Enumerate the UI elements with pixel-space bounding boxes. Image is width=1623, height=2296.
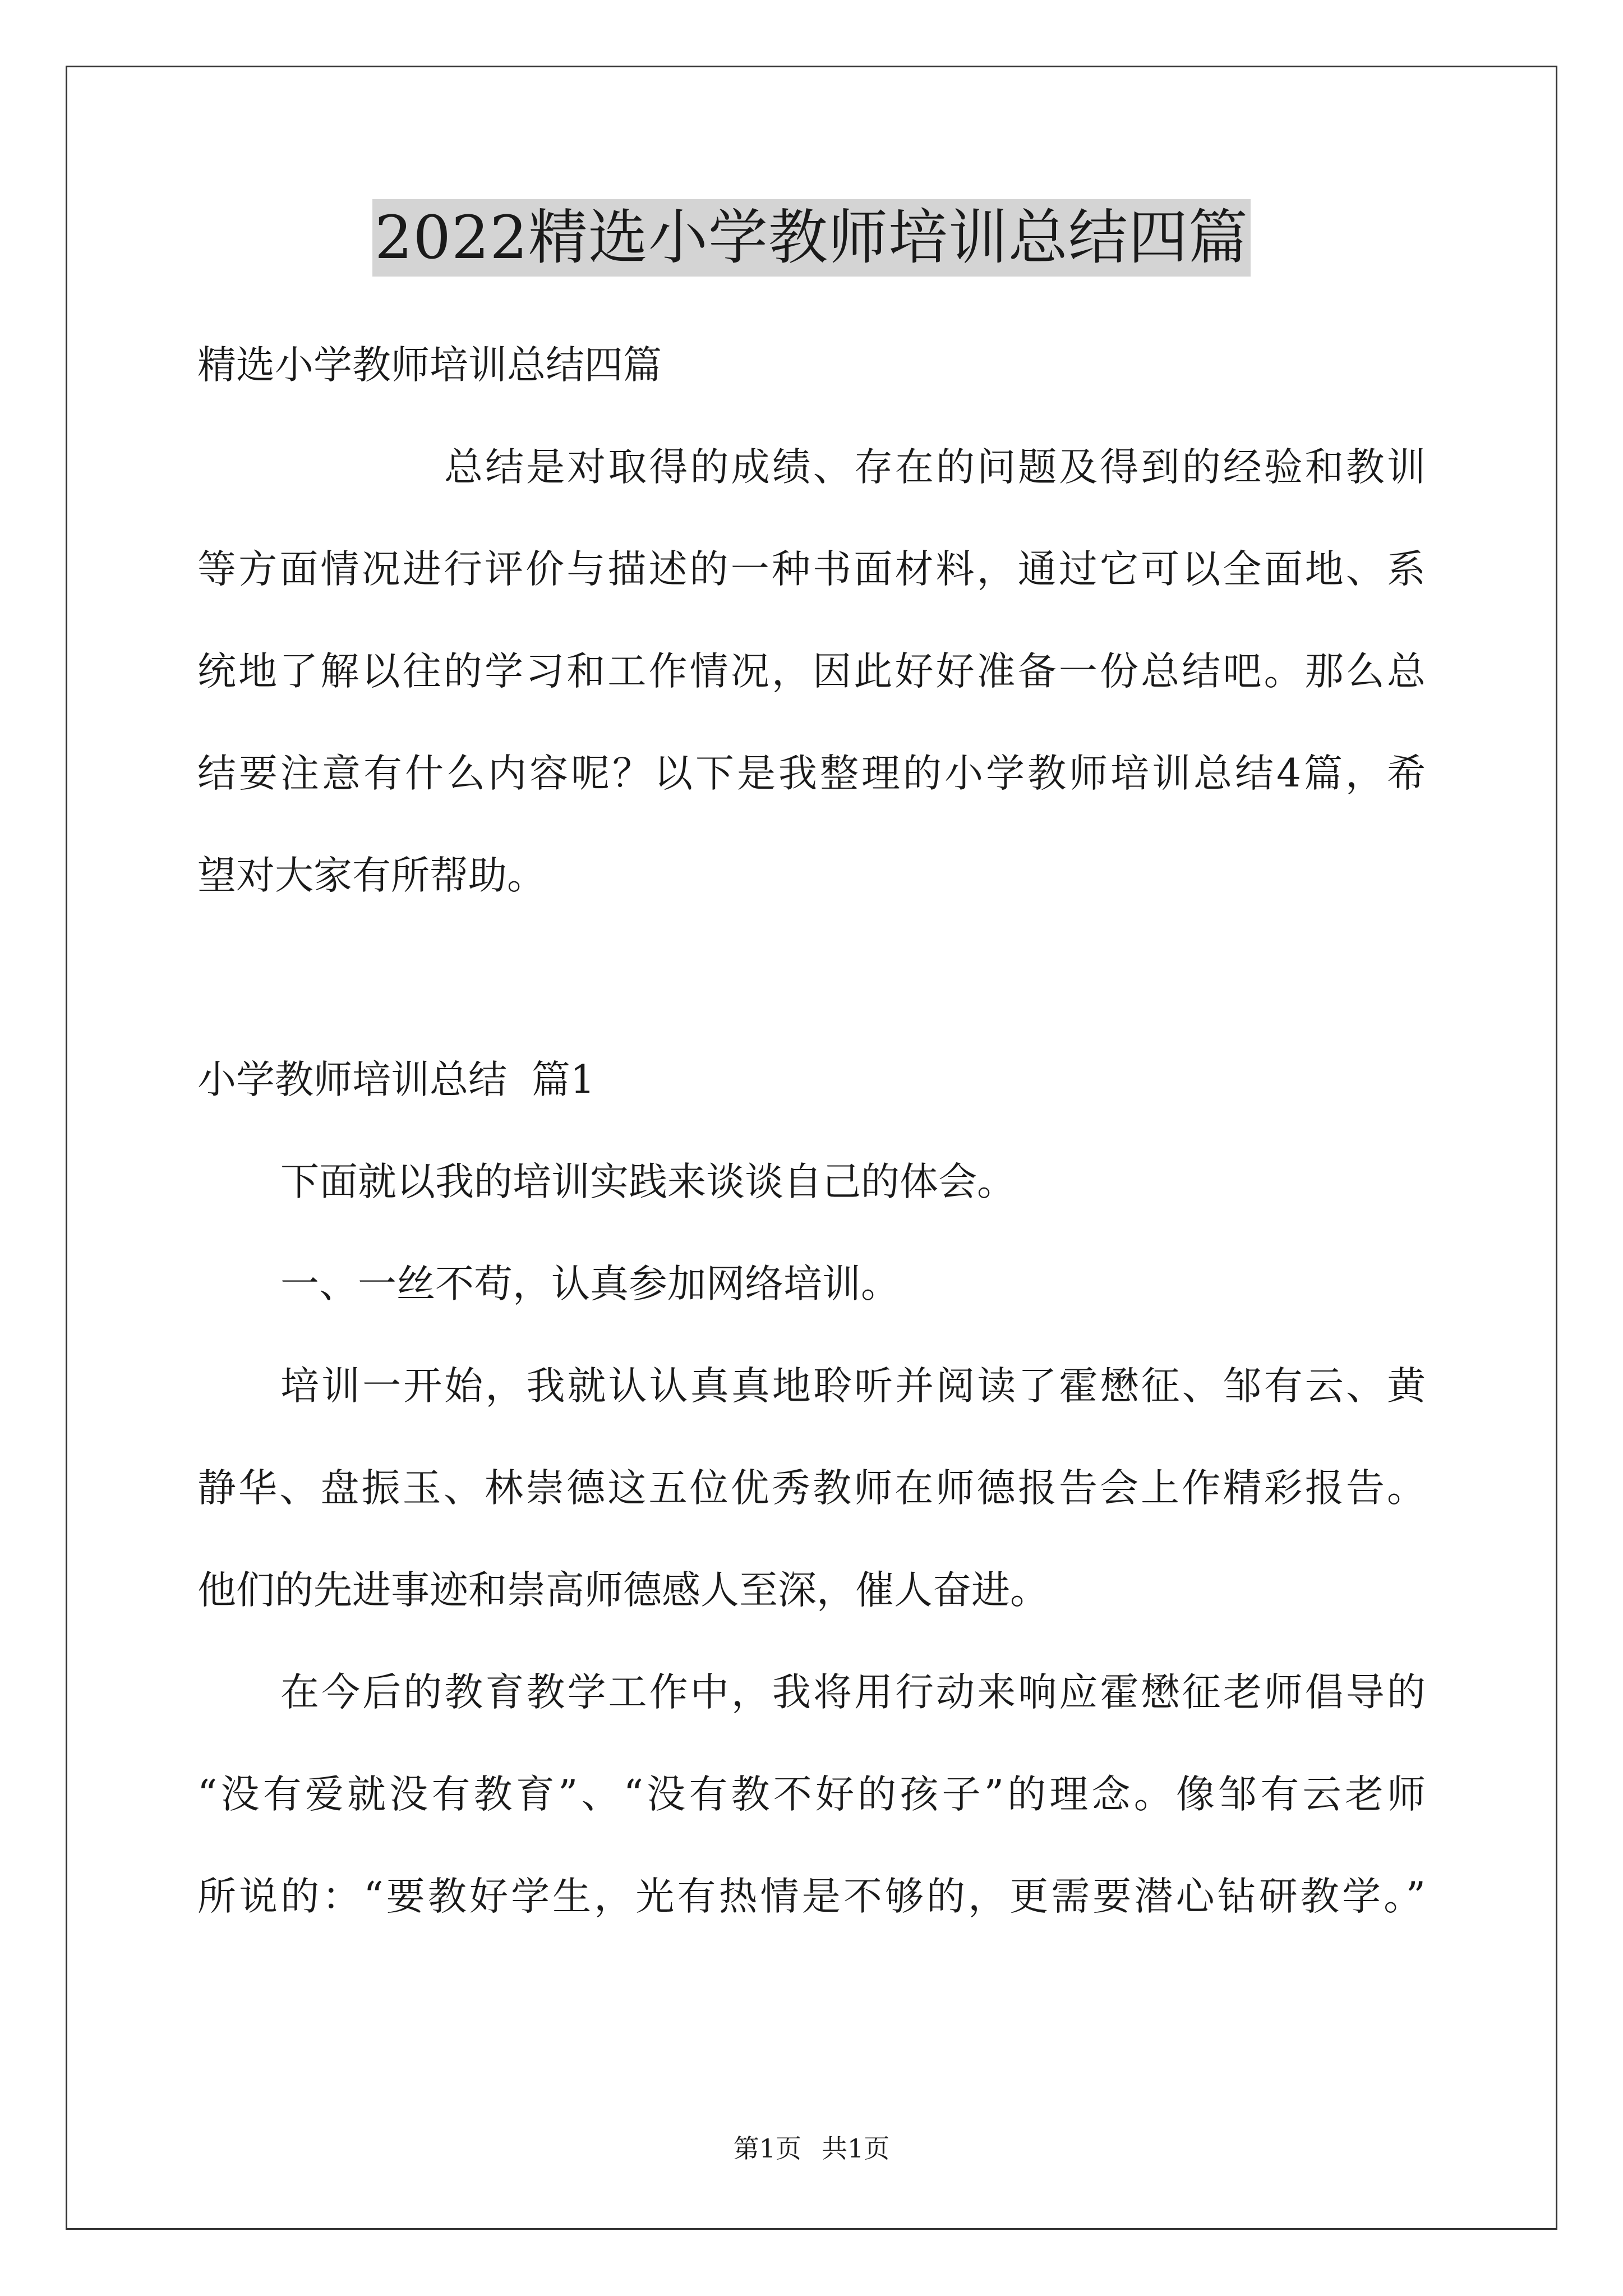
- paragraph-line: 一、一丝不苟，认真参加网络培训。: [280, 1262, 900, 1306]
- intro-line: 总结是对取得的成绩、存在的问题及得到的经验和教训: [444, 445, 1426, 490]
- intro-line: 结要注意有什么内容呢？以下是我整理的小学教师培训总结4篇，希: [197, 751, 1426, 796]
- paragraph-line: 在今后的教育教学工作中，我将用行动来响应霍懋征老师倡导的: [280, 1670, 1426, 1715]
- document-title: 2022精选小学教师培训总结四篇: [372, 199, 1251, 277]
- paragraph-line: 所说的：“要教好学生，光有热情是不够的，更需要潜心钻研教学。”: [197, 1874, 1426, 1919]
- page-number-current: 第1页: [733, 2133, 801, 2164]
- document-body: [197, 314, 1426, 1948]
- paragraph-line: “没有爱就没有教育”、“没有教不好的孩子”的理念。像邹有云老师: [197, 1772, 1426, 1817]
- paragraph-line: 他们的先进事迹和崇高师德感人至深，催人奋进。: [197, 1568, 1049, 1613]
- intro-line: 等方面情况进行评价与描述的一种书面材料，通过它可以全面地、系: [197, 547, 1426, 592]
- paragraph-line: 下面就以我的培训实践来谈谈自己的体会。: [280, 1159, 1016, 1204]
- intro-line: 统地了解以往的学习和工作情况，因此好好准备一份总结吧。那么总: [197, 649, 1426, 694]
- section-heading: 小学教师培训总结 篇1: [197, 1057, 595, 1102]
- paragraph-line: 静华、盘振玉、林崇德这五位优秀教师在师德报告会上作精彩报告。: [197, 1466, 1426, 1511]
- intro-line: 望对大家有所帮助。: [197, 853, 546, 898]
- spacer: [197, 927, 1426, 1029]
- page-number-total: 共1页: [822, 2133, 890, 2164]
- document-subtitle: 精选小学教师培训总结四篇: [197, 343, 662, 388]
- page-footer: [0, 2132, 1623, 2165]
- title-container: [0, 199, 1623, 277]
- paragraph-line: 培训一开始，我就认认真真地聆听并阅读了霍懋征、邹有云、黄: [280, 1364, 1426, 1409]
